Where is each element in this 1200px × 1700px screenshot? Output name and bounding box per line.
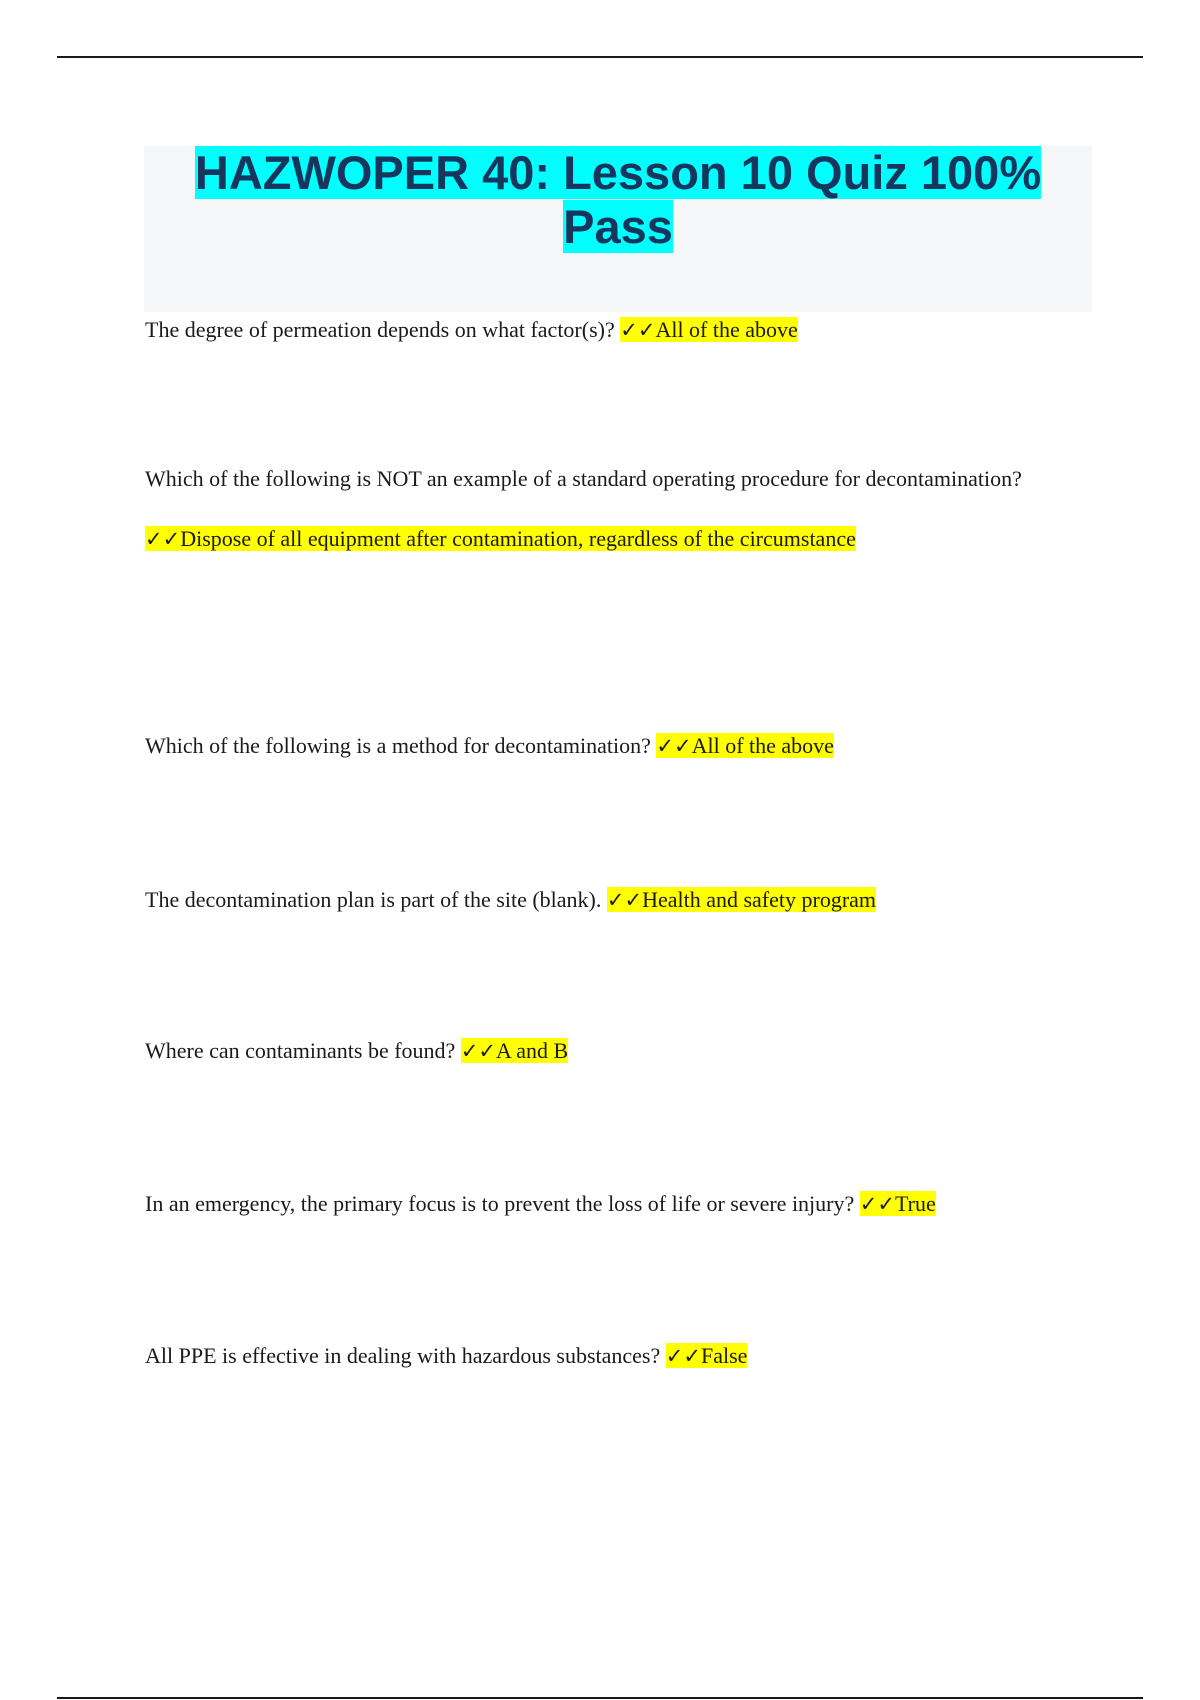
answer-highlight bbox=[145, 526, 856, 551]
answer-text: A and B bbox=[496, 1038, 569, 1063]
header-rule bbox=[57, 56, 1143, 58]
answer-highlight bbox=[656, 733, 834, 758]
document-title: HAZWOPER 40: Lesson 10 Quiz 100% Pass bbox=[194, 146, 1042, 253]
title-block bbox=[144, 146, 1092, 312]
double-check-icon: ✓✓ bbox=[665, 1344, 701, 1368]
qa-item-4 bbox=[145, 870, 1045, 930]
answer-highlight bbox=[461, 1038, 568, 1063]
qa-item-5 bbox=[145, 1021, 1045, 1081]
double-check-icon: ✓✓ bbox=[606, 888, 643, 912]
question-text: The degree of permeation depends on what factor(s)? bbox=[145, 317, 615, 342]
answer-text: Health and safety program bbox=[642, 887, 877, 912]
qa-item-7 bbox=[145, 1326, 1045, 1386]
qa-item-6 bbox=[145, 1174, 1045, 1234]
double-check-icon: ✓✓ bbox=[460, 1039, 497, 1063]
question-text: In an emergency, the primary focus is to prevent the loss of life or severe injury? bbox=[145, 1191, 855, 1216]
answer-text: True bbox=[894, 1191, 936, 1216]
double-check-icon: ✓✓ bbox=[145, 527, 181, 551]
answer-text: All of the above bbox=[691, 733, 834, 758]
answer-text: All of the above bbox=[655, 317, 798, 342]
question-text: All PPE is effective in dealing with hazardous substances? bbox=[145, 1343, 661, 1368]
footer-rule bbox=[57, 1697, 1143, 1699]
question-text: Which of the following is a method for decontamination? bbox=[145, 733, 651, 758]
qa-item-2 bbox=[145, 449, 1045, 569]
answer-highlight bbox=[666, 1343, 748, 1368]
qa-item-1 bbox=[145, 300, 1045, 360]
answer-highlight bbox=[860, 1191, 936, 1216]
double-check-icon: ✓✓ bbox=[620, 318, 656, 342]
answer-text: False bbox=[700, 1343, 748, 1368]
double-check-icon: ✓✓ bbox=[859, 1192, 895, 1216]
answer-highlight bbox=[620, 317, 798, 342]
question-text: Where can contaminants be found? bbox=[145, 1038, 456, 1063]
answer-text: Dispose of all equipment after contamination, regardless of the circumstance bbox=[180, 526, 856, 551]
double-check-icon: ✓✓ bbox=[656, 734, 692, 758]
qa-item-3 bbox=[145, 716, 1045, 776]
question-text: The decontamination plan is part of the site (blank). bbox=[145, 887, 602, 912]
question-text: Which of the following is NOT an example of a standard operating procedure for decontamination? bbox=[145, 466, 1022, 491]
answer-highlight bbox=[607, 887, 876, 912]
